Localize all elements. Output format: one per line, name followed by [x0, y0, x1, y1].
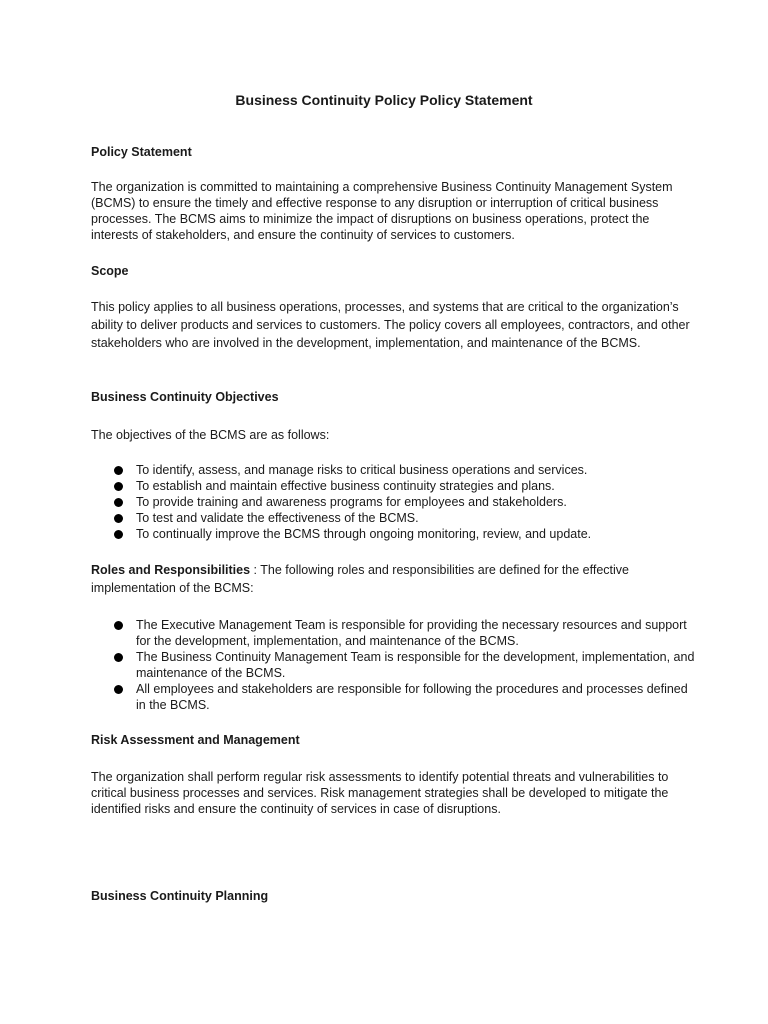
risk-paragraph: The organization shall perform regular risk assessments to identify potential threats and vulnerabilities to critical business processes and services. Risk management strategies shall be developed to mitigate the identified risks and ensure the continuity of services in case of disruptions. — [91, 770, 669, 816]
list-item — [110, 510, 700, 526]
document-title: Business Continuity Policy Policy Statement — [235, 92, 533, 108]
list-item — [110, 649, 700, 681]
list-item-text: To identify, assess, and manage risks to critical business operations and services. — [136, 463, 588, 477]
bullet-icon — [114, 514, 123, 523]
list-item — [110, 681, 700, 713]
list-item — [110, 478, 700, 494]
list-item-text: All employees and stakeholders are responsible for following the procedures and processes defined in the BCMS. — [136, 682, 688, 712]
list-item-text: To continually improve the BCMS through ongoing monitoring, review, and update. — [136, 527, 592, 541]
bullet-icon — [114, 685, 123, 694]
policy-statement-heading: Policy Statement — [91, 145, 192, 159]
bullet-icon — [114, 466, 123, 475]
bullet-icon — [114, 653, 123, 662]
list-item-text: The Executive Management Team is responsible for providing the necessary resources and support for the development, implementation, and maintenance of the BCMS. — [136, 618, 687, 648]
list-item — [110, 617, 700, 649]
objectives-heading: Business Continuity Objectives — [91, 390, 279, 404]
list-item — [110, 526, 700, 542]
bullet-icon — [114, 482, 123, 491]
bullet-icon — [114, 498, 123, 507]
scope-paragraph: This policy applies to all business operations, processes, and systems that are critical to the organization’s ability to deliver products and services to customers. The policy covers all employees, contractors, and other stakeholders who are involved in the development, implementation, and maintenance of the BCMS. — [91, 300, 690, 350]
planning-heading: Business Continuity Planning — [91, 889, 269, 903]
list-item-text: The Business Continuity Management Team is responsible for the development, implementation, and maintenance of the BCMS. — [136, 650, 695, 680]
policy-statement-paragraph: The organization is committed to maintaining a comprehensive Business Continuity Management System (BCMS) to ensure the timely and effective response to any disruption or interruption of critical business processes. The BCMS aims to minimize the impact of disruptions on business operations, protect the interests of stakeholders, and ensure the continuity of services to customers. — [91, 180, 673, 242]
list-item — [110, 462, 700, 478]
list-item-text: To test and validate the effectiveness of the BCMS. — [136, 511, 419, 525]
roles-paragraph — [91, 561, 691, 597]
roles-heading: Roles and Responsibilities — [91, 563, 251, 577]
bullet-icon — [114, 530, 123, 539]
list-item-text: To establish and maintain effective business continuity strategies and plans. — [136, 479, 555, 493]
objectives-intro: The objectives of the BCMS are as follows: — [91, 428, 330, 442]
risk-heading: Risk Assessment and Management — [91, 733, 300, 747]
bullet-icon — [114, 621, 123, 630]
list-item — [110, 494, 700, 510]
objectives-list — [110, 462, 700, 542]
scope-heading: Scope — [91, 264, 129, 278]
roles-list — [110, 617, 700, 713]
list-item-text: To provide training and awareness programs for employees and stakeholders. — [136, 495, 567, 509]
roles-intro: : The following roles and responsibilities are defined for the effective implementation of the BCMS: — [91, 563, 630, 595]
